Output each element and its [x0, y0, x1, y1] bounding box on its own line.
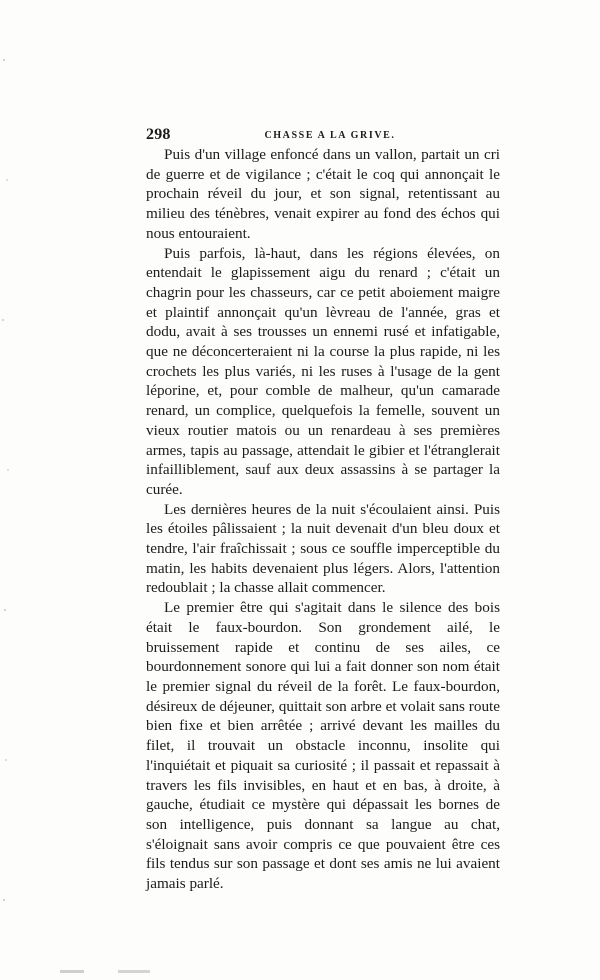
paragraph-rooster: Puis d'un village enfoncé dans un vallon, partait un cri de guerre et de vigilance ; c'était le coq qui annonçait le prochain réveil du jour, et son signal, retentissant au milieu des ténèbres, venait expirer au fond des échos qui nous entouraient. — [146, 146, 500, 242]
paragraph-dawn: Les dernières heures de la nuit s'écoulaient ainsi. Puis les étoiles pâlissaient ; la nuit devenait d'un bleu doux et tendre, l'air fraîchissait ; sous ce souffle imperceptible du matin, les habits devenaient plus légers. Alors, l'attention redoublait ; la chasse allait commencer. — [146, 500, 500, 597]
page-edge-speckle — [0, 0, 14, 980]
paragraph-fox: Puis parfois, là-haut, dans les régions élevées, on entendait le glapissement aigu du renard ; c'était un chagrin pour les chasseurs, car ce petit aboiement maigre et plaintif annonçait qu'un lèvreau de l'année, gras et dodu, avait à ses trousses un ennemi rusé et infatigable, que ne déconcerteraient ni la course la plus rapide, ni les crochets les plus variés, ni les ruses à l'usage de la gent léporine, et, pour comble de malheur, qu'un camarade renard, un complice, quelquefois la femelle, souvent un vieux routier matois ou un renardeau à ses premières armes, tapis au passage, attendait le gibier et l'étranglerait infailliblement, sauf aux deux assassins à se partager la curée. — [146, 244, 500, 498]
running-title: CHASSE A LA GRIVE. — [264, 130, 396, 141]
body-text — [146, 145, 500, 894]
paragraph-bumblebee: Le premier être qui s'agitait dans le silence des bois était le faux-bourdon. Son grondement ailé, le bruissement rapide et continu de ses ailes, ce bourdonnement sonore qui lui a fait donner son nom était le premier signal du réveil de la forêt. Le faux-bourdon, désireux de déjeuner, quittait son arbre et volait sans route bien fixe et bien arrêtée ; arrivé devant les mailles du filet, il trouvait un obstacle inconnu, insolite qui l'inquiétait et piquait sa curiosité ; il passait et repassait à travers les fils invisibles, en haut et en bas, à droite, à gauche, étudiait ce mystère qui dépassait les bornes de son intelligence, puis donnant sa langue au chat, s'éloignait sans avoir compris ce que pouvaient être ces fils tendus sur son passage et dont ses amis ne lui avaient jamais parlé. — [146, 599, 500, 893]
page-bottom-marks — [0, 970, 600, 973]
page-number: 298 — [146, 126, 171, 143]
page-header — [146, 126, 492, 146]
